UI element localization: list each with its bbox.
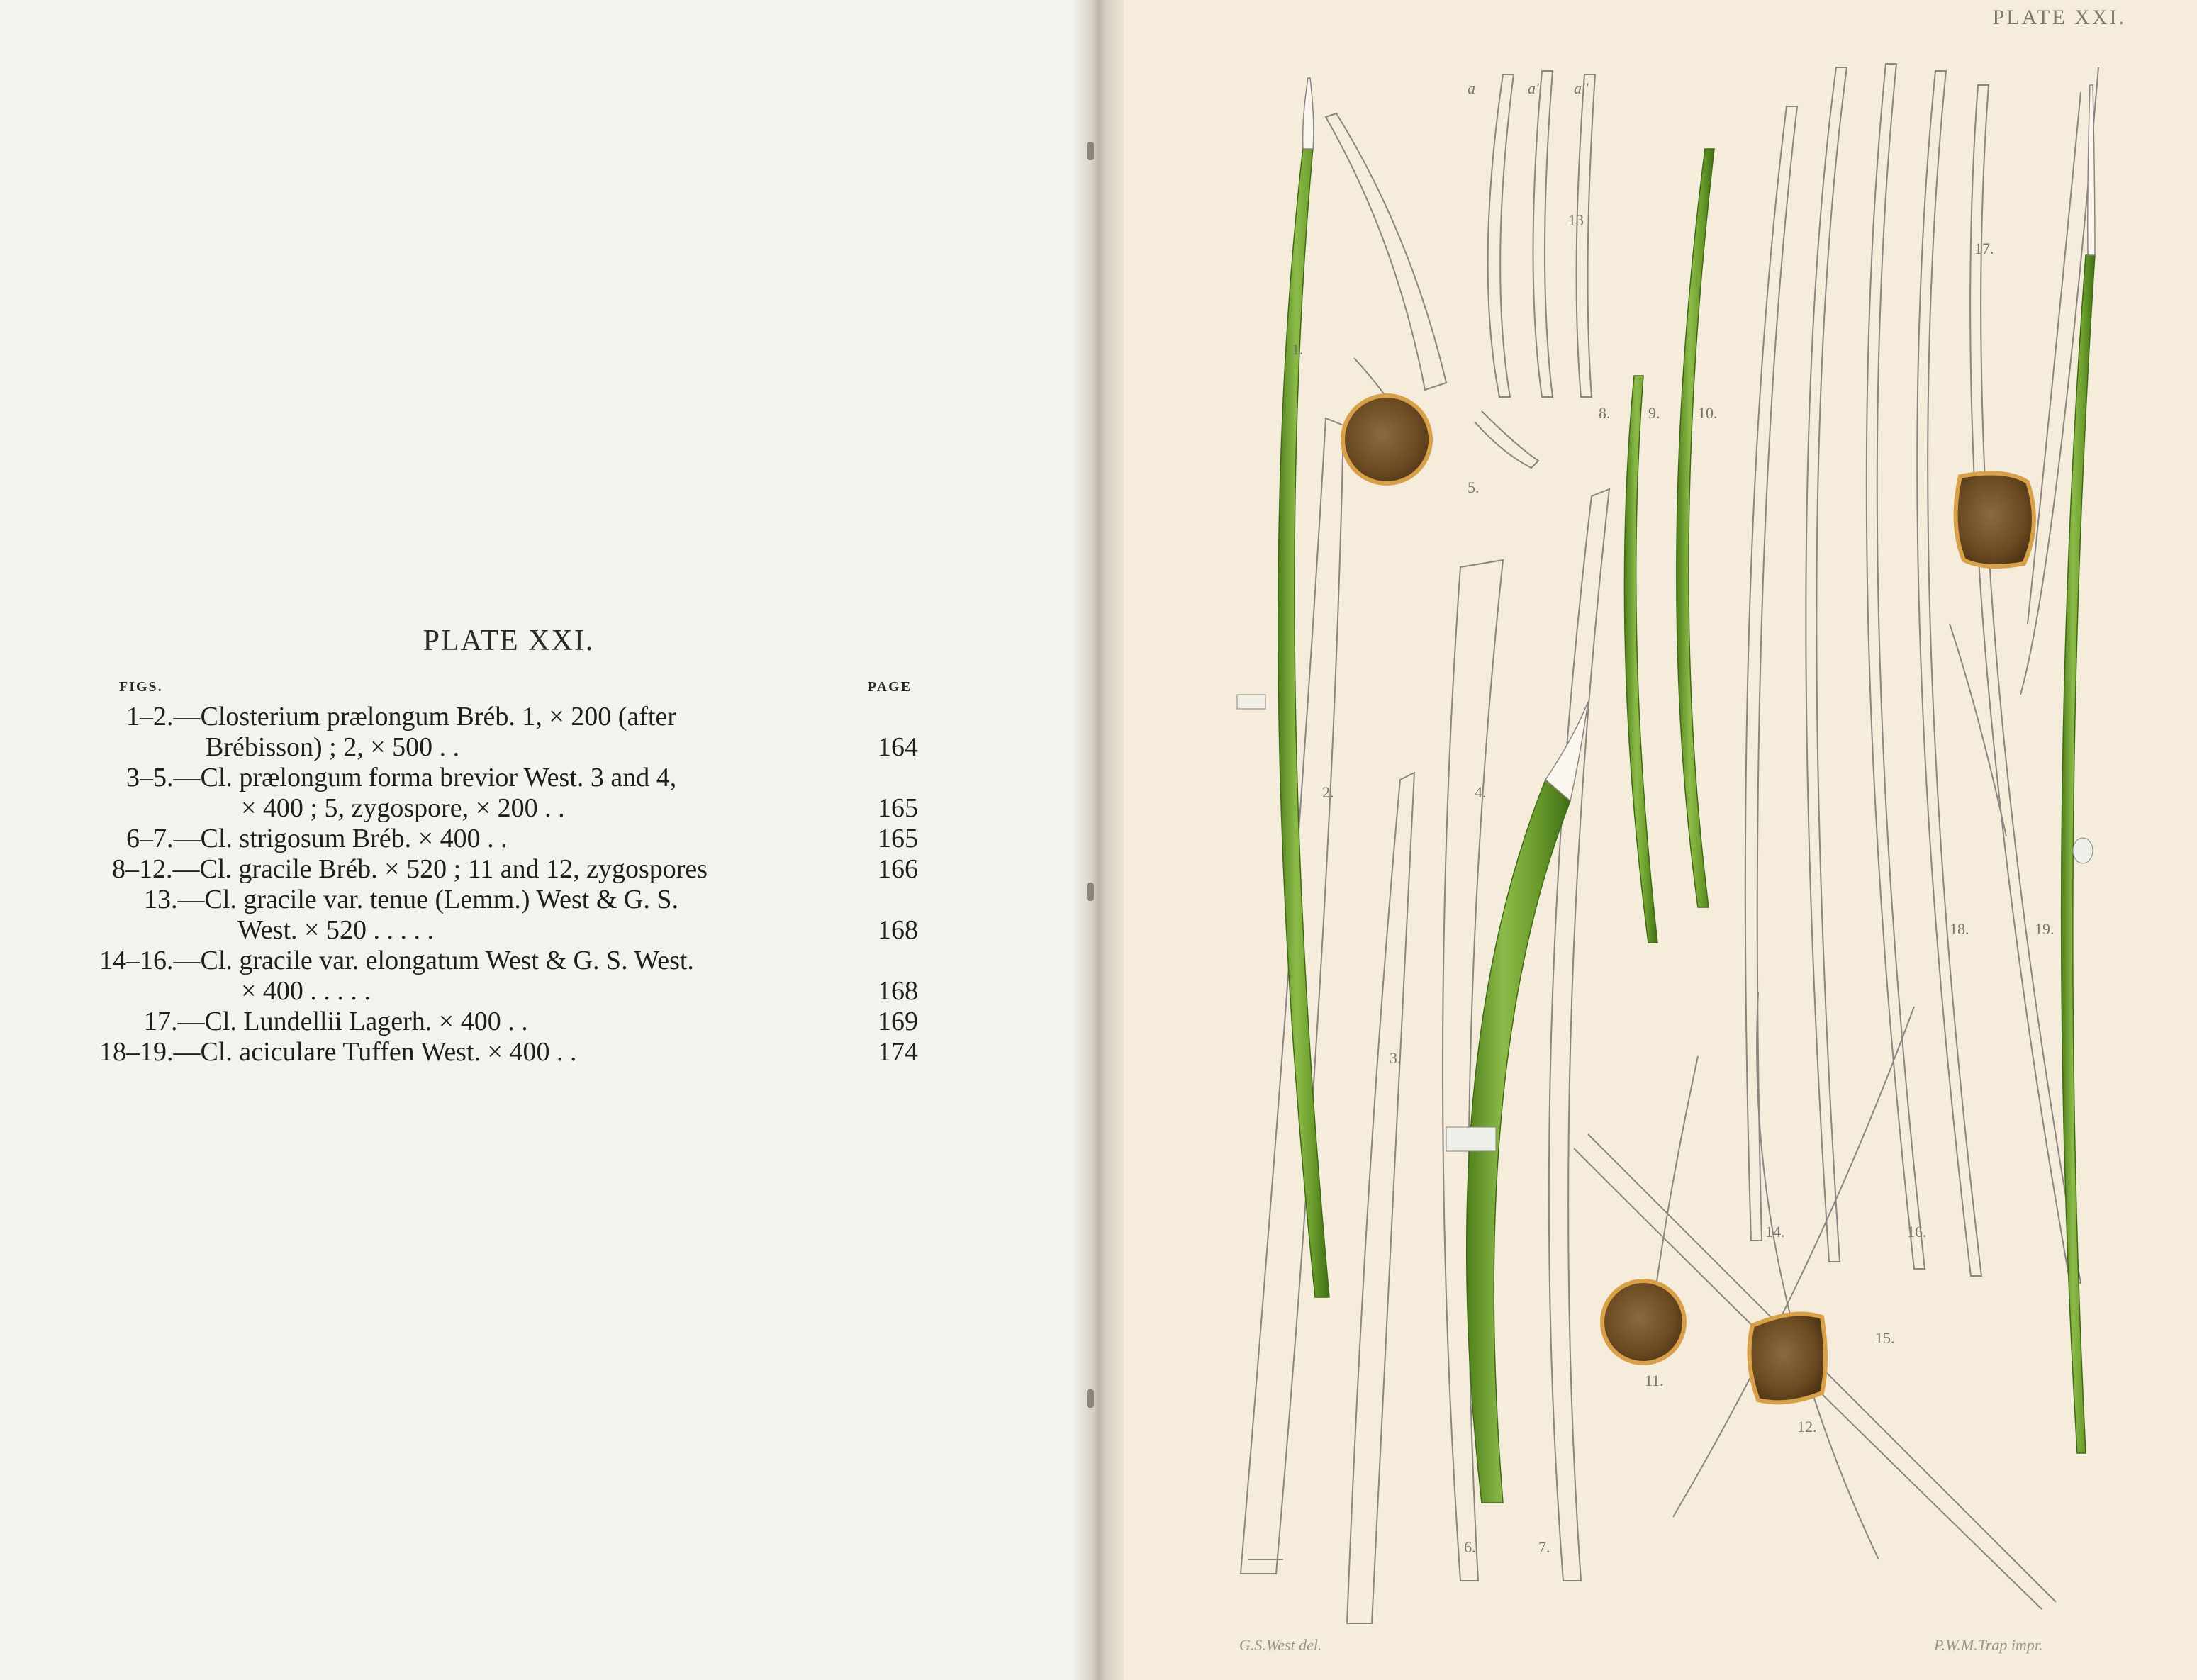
entry-line: 1–2.—Closterium prælongum Bréb. 1, × 200 (after <box>126 702 677 732</box>
figure-label: 7. <box>1538 1538 1550 1556</box>
entry-line: 13.—Cl. gracile var. tenue (Lemm.) West & G. S. <box>144 885 678 914</box>
figure-label: 18. <box>1950 920 1969 938</box>
figure-label: a' <box>1528 79 1539 97</box>
entry-page: 168 <box>878 915 918 945</box>
figure-label: 17. <box>1974 240 1994 257</box>
cell-tip <box>2088 85 2095 255</box>
figure-label: a <box>1468 79 1475 97</box>
entry-page: 164 <box>878 732 918 762</box>
entry-line: × 400 . . . . . <box>241 976 371 1006</box>
figure-label: 4. <box>1475 783 1487 801</box>
cell-figure-9 <box>1677 149 1714 907</box>
cell-outline <box>1917 71 1981 1276</box>
figure-label: a'' <box>1574 79 1589 97</box>
entry-page: 165 <box>878 793 918 823</box>
entry-line: West. × 520 . . . . . <box>237 915 434 945</box>
cell-outline <box>1806 67 1847 1262</box>
entry-page: 165 <box>878 824 918 853</box>
entry-line: × 400 ; 5, zygospore, × 200 . . <box>241 793 565 823</box>
figure-label: 10. <box>1698 404 1718 422</box>
figure-label: 14. <box>1765 1223 1785 1241</box>
figure-label: 9. <box>1648 404 1660 422</box>
cell-outline <box>1950 624 2006 836</box>
figure-label: 5. <box>1468 478 1480 496</box>
cell-isthmus <box>1237 695 1265 709</box>
cell-isthmus <box>2073 838 2093 863</box>
cell-tip <box>1303 78 1314 149</box>
entry-page: 168 <box>878 976 918 1006</box>
entry-line: 8–12.—Cl. gracile Bréb. × 520 ; 11 and 12, zygospores <box>112 854 708 884</box>
entry-page: 166 <box>878 854 918 884</box>
zygospore-figure-5 <box>1343 396 1431 483</box>
figure-label: 15. <box>1875 1329 1895 1347</box>
zygospore-figure-17 <box>1956 474 2034 567</box>
zygospore-figure-12 <box>1750 1314 1826 1403</box>
cell-isthmus <box>1446 1127 1496 1151</box>
cell-outline <box>1673 1007 1914 1517</box>
figs-column-header: FIGS. <box>119 679 163 695</box>
figure-label: 2. <box>1322 783 1334 801</box>
cell-outline <box>1745 106 1797 1241</box>
printer-credit: P.W.M.Trap impr. <box>1934 1636 2043 1654</box>
plate-header: PLATE XXI. <box>1992 6 2126 29</box>
entry-line: 14–16.—Cl. gracile var. elongatum West & G. S. West. <box>99 946 694 975</box>
figure-label: 1. <box>1292 340 1304 358</box>
entry-line: 17.—Cl. Lundellii Lagerh. × 400 . . <box>144 1007 528 1036</box>
figure-label: 6. <box>1464 1538 1476 1556</box>
figure-label: 3. <box>1390 1049 1402 1067</box>
figure-label: 13 <box>1568 211 1584 229</box>
cell-outline <box>1347 773 1414 1623</box>
cell-outline <box>1867 64 1925 1269</box>
figure-label: 16. <box>1907 1223 1927 1241</box>
figure-label: 19. <box>2035 920 2055 938</box>
figure-label: 8. <box>1599 404 1611 422</box>
outline-cells <box>1241 64 2098 1623</box>
page-column-header: PAGE <box>868 679 912 695</box>
entry-page: 169 <box>878 1007 918 1036</box>
figure-label: 11. <box>1645 1372 1664 1389</box>
figure-label: 12. <box>1797 1418 1817 1435</box>
entry-line: 3–5.—Cl. prælongum forma brevior West. 3 and 4, <box>126 763 677 793</box>
cell-outline <box>1488 74 1514 397</box>
entry-page: 174 <box>878 1037 918 1067</box>
plate-title: PLATE XXI. <box>423 625 595 657</box>
zygospore-figure-11 <box>1602 1281 1684 1363</box>
entry-line: Brébisson) ; 2, × 500 . . <box>206 732 460 762</box>
cell-outline <box>1652 1056 1698 1318</box>
cell-figure-1 <box>1278 147 1329 1297</box>
cell-outline <box>1533 71 1553 397</box>
cell-outline <box>1549 489 1609 1581</box>
cell-outline <box>1326 113 1446 390</box>
entry-line: 6–7.—Cl. strigosum Bréb. × 400 . . <box>126 824 508 853</box>
cell-outline <box>1577 74 1595 397</box>
artist-credit: G.S.West del. <box>1239 1636 1322 1654</box>
cell-figure-8 <box>1624 376 1657 943</box>
entry-line: 18–19.—Cl. aciculare Tuffen West. × 400 . . <box>99 1037 577 1067</box>
cell-outline <box>1475 411 1538 468</box>
